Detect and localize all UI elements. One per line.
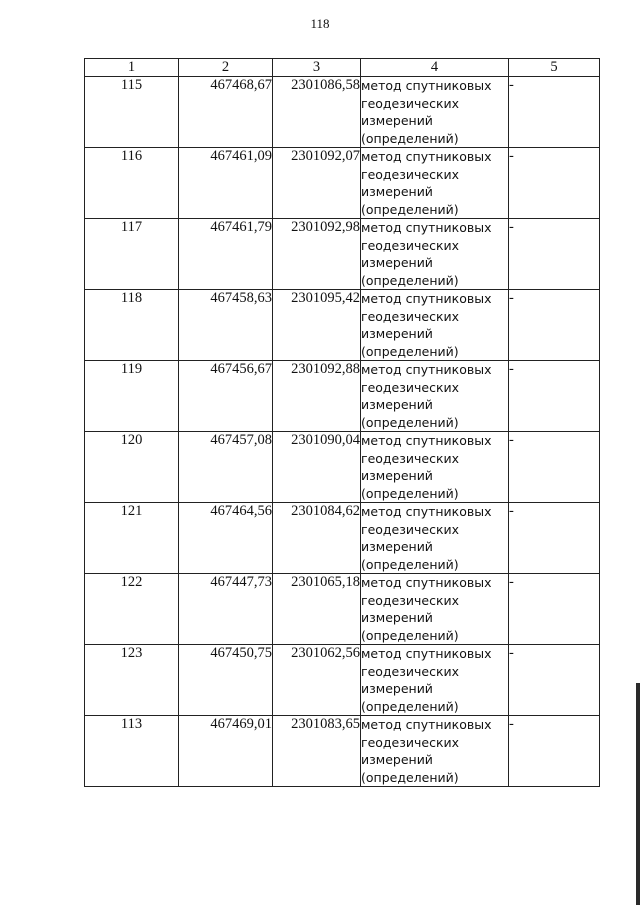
table-row <box>85 77 600 148</box>
method-line: измерений <box>361 326 433 341</box>
method-line: геодезических <box>361 450 460 466</box>
x-coordinate-cell: 467450,75 <box>179 645 273 716</box>
method-cell <box>361 77 509 148</box>
method-cell <box>361 361 509 432</box>
method-cell <box>361 503 509 574</box>
method-line: измерений <box>361 113 433 128</box>
x-coordinate-cell: 467461,09 <box>179 148 273 219</box>
table-body <box>85 77 600 787</box>
method-line: (определений) <box>361 130 459 146</box>
method-line: (определений) <box>361 627 459 643</box>
coordinates-table <box>84 58 600 787</box>
method-cell <box>361 574 509 645</box>
point-number-cell: 117 <box>85 219 179 290</box>
method-cell <box>361 219 509 290</box>
method-cell <box>361 645 509 716</box>
method-line: геодезических <box>361 734 460 750</box>
note-cell: - <box>509 574 600 645</box>
method-line: геодезических <box>361 592 460 608</box>
table-row <box>85 361 600 432</box>
y-coordinate-cell: 2301065,18 <box>273 574 361 645</box>
x-coordinate-cell: 467469,01 <box>179 716 273 787</box>
method-line: измерений <box>361 681 433 696</box>
point-number-cell: 120 <box>85 432 179 503</box>
table-row <box>85 219 600 290</box>
table-row <box>85 148 600 219</box>
point-number-cell: 121 <box>85 503 179 574</box>
page-number: 118 <box>310 16 330 31</box>
note-cell: - <box>509 219 600 290</box>
method-cell <box>361 432 509 503</box>
method-line: (определений) <box>361 556 459 572</box>
scan-edge-mark <box>636 683 640 905</box>
column-header: 2 <box>179 59 273 77</box>
method-line: метод спутниковых <box>361 220 492 235</box>
table-header-row <box>85 59 600 77</box>
x-coordinate-cell: 467464,56 <box>179 503 273 574</box>
point-number-cell: 116 <box>85 148 179 219</box>
y-coordinate-cell: 2301090,04 <box>273 432 361 503</box>
x-coordinate-cell: 467456,67 <box>179 361 273 432</box>
method-line: геодезических <box>361 95 460 111</box>
y-coordinate-cell: 2301086,58 <box>273 77 361 148</box>
method-line: (определений) <box>361 769 459 785</box>
point-number-cell: 119 <box>85 361 179 432</box>
table-row <box>85 645 600 716</box>
table-row <box>85 503 600 574</box>
method-line: метод спутниковых <box>361 362 492 377</box>
y-coordinate-cell: 2301084,62 <box>273 503 361 574</box>
x-coordinate-cell: 467447,73 <box>179 574 273 645</box>
method-line: измерений <box>361 468 433 483</box>
y-coordinate-cell: 2301095,42 <box>273 290 361 361</box>
x-coordinate-cell: 467457,08 <box>179 432 273 503</box>
table-row <box>85 432 600 503</box>
point-number-cell: 118 <box>85 290 179 361</box>
note-cell: - <box>509 148 600 219</box>
note-cell: - <box>509 716 600 787</box>
y-coordinate-cell: 2301083,65 <box>273 716 361 787</box>
point-number-cell: 115 <box>85 77 179 148</box>
method-line: (определений) <box>361 201 459 217</box>
x-coordinate-cell: 467461,79 <box>179 219 273 290</box>
method-line: метод спутниковых <box>361 149 492 164</box>
method-line: метод спутниковых <box>361 717 492 732</box>
method-line: метод спутниковых <box>361 504 492 519</box>
method-line: измерений <box>361 255 433 270</box>
table-row <box>85 290 600 361</box>
y-coordinate-cell: 2301092,07 <box>273 148 361 219</box>
note-cell: - <box>509 361 600 432</box>
method-line: геодезических <box>361 663 460 679</box>
method-line: измерений <box>361 752 433 767</box>
point-number-cell: 123 <box>85 645 179 716</box>
method-cell <box>361 290 509 361</box>
method-line: (определений) <box>361 414 459 430</box>
method-line: метод спутниковых <box>361 646 492 661</box>
point-number-cell: 122 <box>85 574 179 645</box>
method-line: (определений) <box>361 485 459 501</box>
method-line: измерений <box>361 539 433 554</box>
point-number-cell: 113 <box>85 716 179 787</box>
method-line: геодезических <box>361 237 460 253</box>
method-line: измерений <box>361 397 433 412</box>
column-header: 1 <box>85 59 179 77</box>
note-cell: - <box>509 645 600 716</box>
method-line: измерений <box>361 184 433 199</box>
y-coordinate-cell: 2301092,88 <box>273 361 361 432</box>
note-cell: - <box>509 432 600 503</box>
x-coordinate-cell: 467458,63 <box>179 290 273 361</box>
y-coordinate-cell: 2301092,98 <box>273 219 361 290</box>
method-line: (определений) <box>361 343 459 359</box>
method-line: метод спутниковых <box>361 575 492 590</box>
method-line: геодезических <box>361 379 460 395</box>
method-line: метод спутниковых <box>361 78 492 93</box>
method-line: метод спутниковых <box>361 291 492 306</box>
method-line: (определений) <box>361 272 459 288</box>
note-cell: - <box>509 77 600 148</box>
method-line: геодезических <box>361 308 460 324</box>
column-header: 4 <box>361 59 509 77</box>
method-line: измерений <box>361 610 433 625</box>
note-cell: - <box>509 503 600 574</box>
method-cell <box>361 716 509 787</box>
x-coordinate-cell: 467468,67 <box>179 77 273 148</box>
method-line: (определений) <box>361 698 459 714</box>
table-row <box>85 716 600 787</box>
column-header: 5 <box>509 59 600 77</box>
column-header: 3 <box>273 59 361 77</box>
method-line: геодезических <box>361 521 460 537</box>
method-line: геодезических <box>361 166 460 182</box>
method-line: метод спутниковых <box>361 433 492 448</box>
table-row <box>85 574 600 645</box>
method-cell <box>361 148 509 219</box>
y-coordinate-cell: 2301062,56 <box>273 645 361 716</box>
note-cell: - <box>509 290 600 361</box>
